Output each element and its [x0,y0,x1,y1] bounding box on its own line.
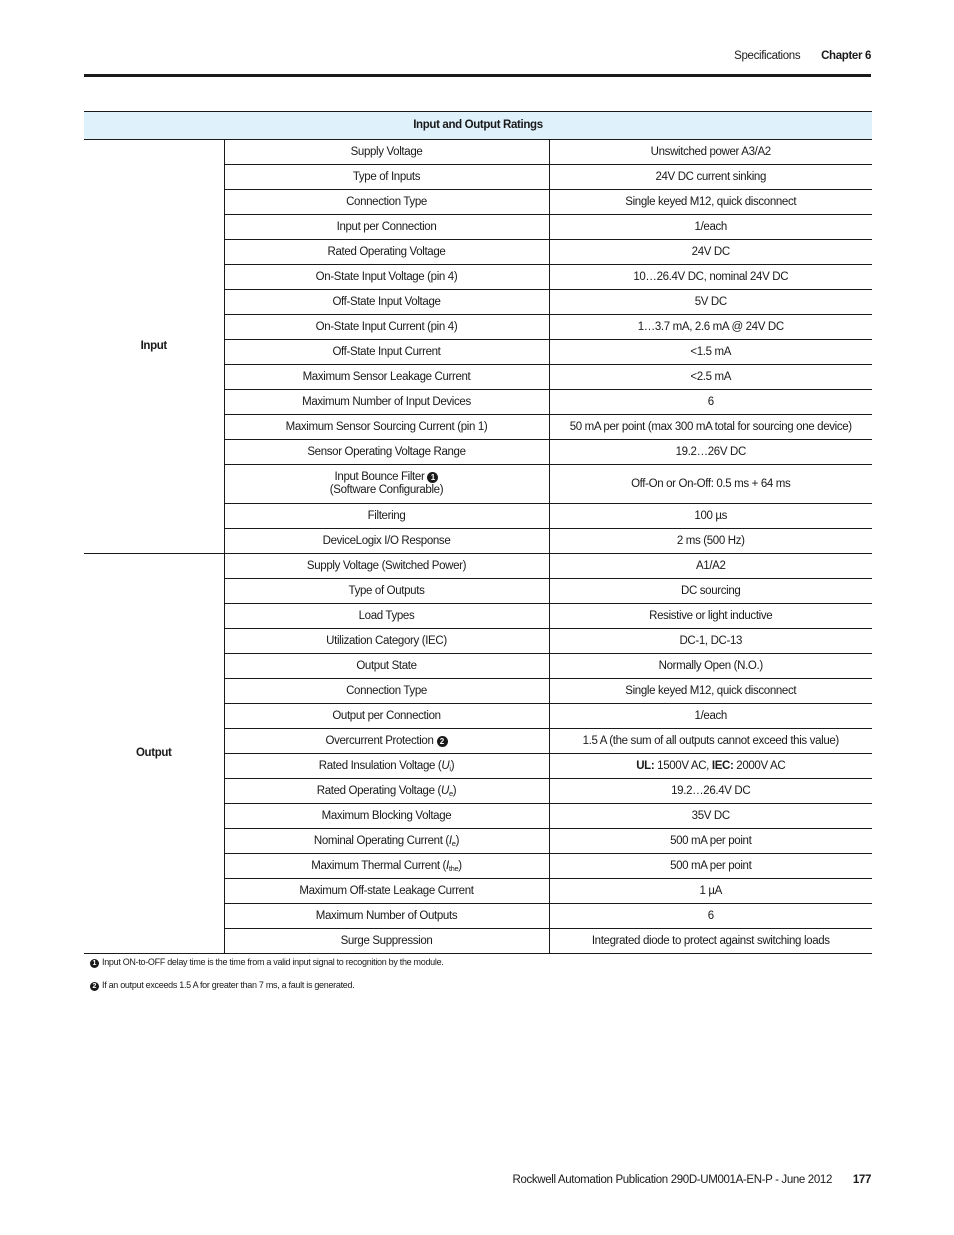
value-cell: <1.5 mA [549,340,872,365]
value-cell: Unswitched power A3/A2 [549,140,872,165]
symbol-subscript: e [451,838,456,848]
footnote-marker: 1 [427,472,438,483]
param-cell: Maximum Number of Outputs [224,904,549,929]
value-cell: Single keyed M12, quick disconnect [549,679,872,704]
param-cell: Maximum Sensor Leakage Current [224,365,549,390]
param-text-end: ) [450,759,455,772]
table-title: Input and Output Ratings [84,112,872,140]
header-rule [84,74,871,77]
param-text: Rated Insulation Voltage ( [318,759,442,772]
symbol: I [448,834,452,847]
group-label-output: Output [84,554,224,954]
value-cell: 50 mA per point (max 300 mA total for sourcing one device) [549,415,872,440]
value-cell [549,754,872,779]
page-number: 177 [852,1174,871,1186]
symbol-subscript: the [448,863,459,873]
page-header [84,50,871,72]
symbol: U [440,784,449,797]
value-cell: 1 µA [549,879,872,904]
value-cell: 19.2…26V DC [549,440,872,465]
value-cell: Integrated diode to protect against switching loads [549,929,872,954]
iec-value: 2000V AC [733,759,786,772]
param-cell: Input per Connection [224,215,549,240]
param-cell [224,854,549,879]
param-text-end: ) [455,834,460,847]
param-cell [224,754,549,779]
param-cell: Maximum Number of Input Devices [224,390,549,415]
param-cell: Maximum Sensor Sourcing Current (pin 1) [224,415,549,440]
param-text-line2: (Software Configurable) [329,484,444,496]
iec-label: IEC: [711,759,734,772]
value-cell: 100 µs [549,504,872,529]
value-cell: 500 mA per point [549,829,872,854]
page-footer [84,1174,871,1192]
param-cell: Type of Outputs [224,579,549,604]
param-text-end: ) [458,859,462,872]
ratings-table [84,111,872,954]
publication-id: Rockwell Automation Publication 290D-UM001A-EN-P - June 2012 [512,1174,832,1186]
param-cell: DeviceLogix I/O Response [224,529,549,554]
value-cell: 24V DC [549,240,872,265]
param-cell: Maximum Off-state Leakage Current [224,879,549,904]
param-cell: Off-State Input Current [224,340,549,365]
table-row [84,140,872,165]
param-cell: Supply Voltage (Switched Power) [224,554,549,579]
section-name: Specifications [734,50,801,62]
value-cell: 1/each [549,704,872,729]
param-cell: Rated Operating Voltage [224,240,549,265]
value-cell: 1/each [549,215,872,240]
param-text: Overcurrent Protection [325,734,434,747]
param-cell [224,829,549,854]
value-cell: 2 ms (500 Hz) [549,529,872,554]
param-cell: Supply Voltage [224,140,549,165]
symbol-subscript: i [449,763,451,773]
param-text: Maximum Thermal Current ( [311,859,447,872]
value-cell: Off-On or On-Off: 0.5 ms + 64 ms [549,465,872,504]
value-cell: 10…26.4V DC, nominal 24V DC [549,265,872,290]
value-cell: 6 [549,904,872,929]
footnote-marker: 2 [90,982,99,991]
footnote-1 [90,957,443,968]
value-cell: 24V DC current sinking [549,165,872,190]
param-cell: On-State Input Current (pin 4) [224,315,549,340]
param-cell: Connection Type [224,190,549,215]
param-cell: Output per Connection [224,704,549,729]
value-cell: 500 mA per point [549,854,872,879]
value-cell: Resistive or light inductive [549,604,872,629]
chapter-label: Chapter 6 [821,50,871,62]
footnote-2 [90,980,354,991]
param-cell: Filtering [224,504,549,529]
param-text-end: ) [452,784,457,797]
footnote-marker: 2 [437,736,448,747]
symbol: U [441,759,450,772]
ul-label: UL: [636,759,655,772]
value-cell: Normally Open (N.O.) [549,654,872,679]
param-cell: Load Types [224,604,549,629]
param-cell: On-State Input Voltage (pin 4) [224,265,549,290]
param-cell: Connection Type [224,679,549,704]
param-text: Nominal Operating Current ( [313,834,449,847]
value-cell: DC sourcing [549,579,872,604]
param-cell: Sensor Operating Voltage Range [224,440,549,465]
value-cell: 5V DC [549,290,872,315]
table-title-row [84,112,872,140]
value-cell: <2.5 mA [549,365,872,390]
param-cell [224,729,549,754]
value-cell: A1/A2 [549,554,872,579]
param-cell: Utilization Category (IEC) [224,629,549,654]
param-cell: Type of Inputs [224,165,549,190]
value-cell: 1…3.7 mA, 2.6 mA @ 24V DC [549,315,872,340]
footnote-marker: 1 [90,959,99,968]
param-cell [224,465,549,504]
footnote-text: If an output exceeds 1.5 A for greater than 7 ms, a fault is generated. [102,980,355,990]
value-cell: 19.2…26.4V DC [549,779,872,804]
value-cell: 6 [549,390,872,415]
param-text: Input Bounce Filter [334,471,425,483]
value-cell: DC-1, DC-13 [549,629,872,654]
footnote-text: Input ON-to-OFF delay time is the time from a valid input signal to recognition by the module. [102,957,444,967]
table-row [84,554,872,579]
value-cell: Single keyed M12, quick disconnect [549,190,872,215]
param-cell: Maximum Blocking Voltage [224,804,549,829]
param-cell: Surge Suppression [224,929,549,954]
param-cell [224,779,549,804]
value-cell: 35V DC [549,804,872,829]
value-cell: 1.5 A (the sum of all outputs cannot exceed this value) [549,729,872,754]
ul-value: 1500V AC, [654,759,712,772]
symbol-subscript: e [448,788,453,798]
param-text: Rated Operating Voltage ( [316,784,441,797]
param-cell: Off-State Input Voltage [224,290,549,315]
symbol: I [446,859,449,872]
group-label-input: Input [84,140,224,554]
param-cell: Output State [224,654,549,679]
